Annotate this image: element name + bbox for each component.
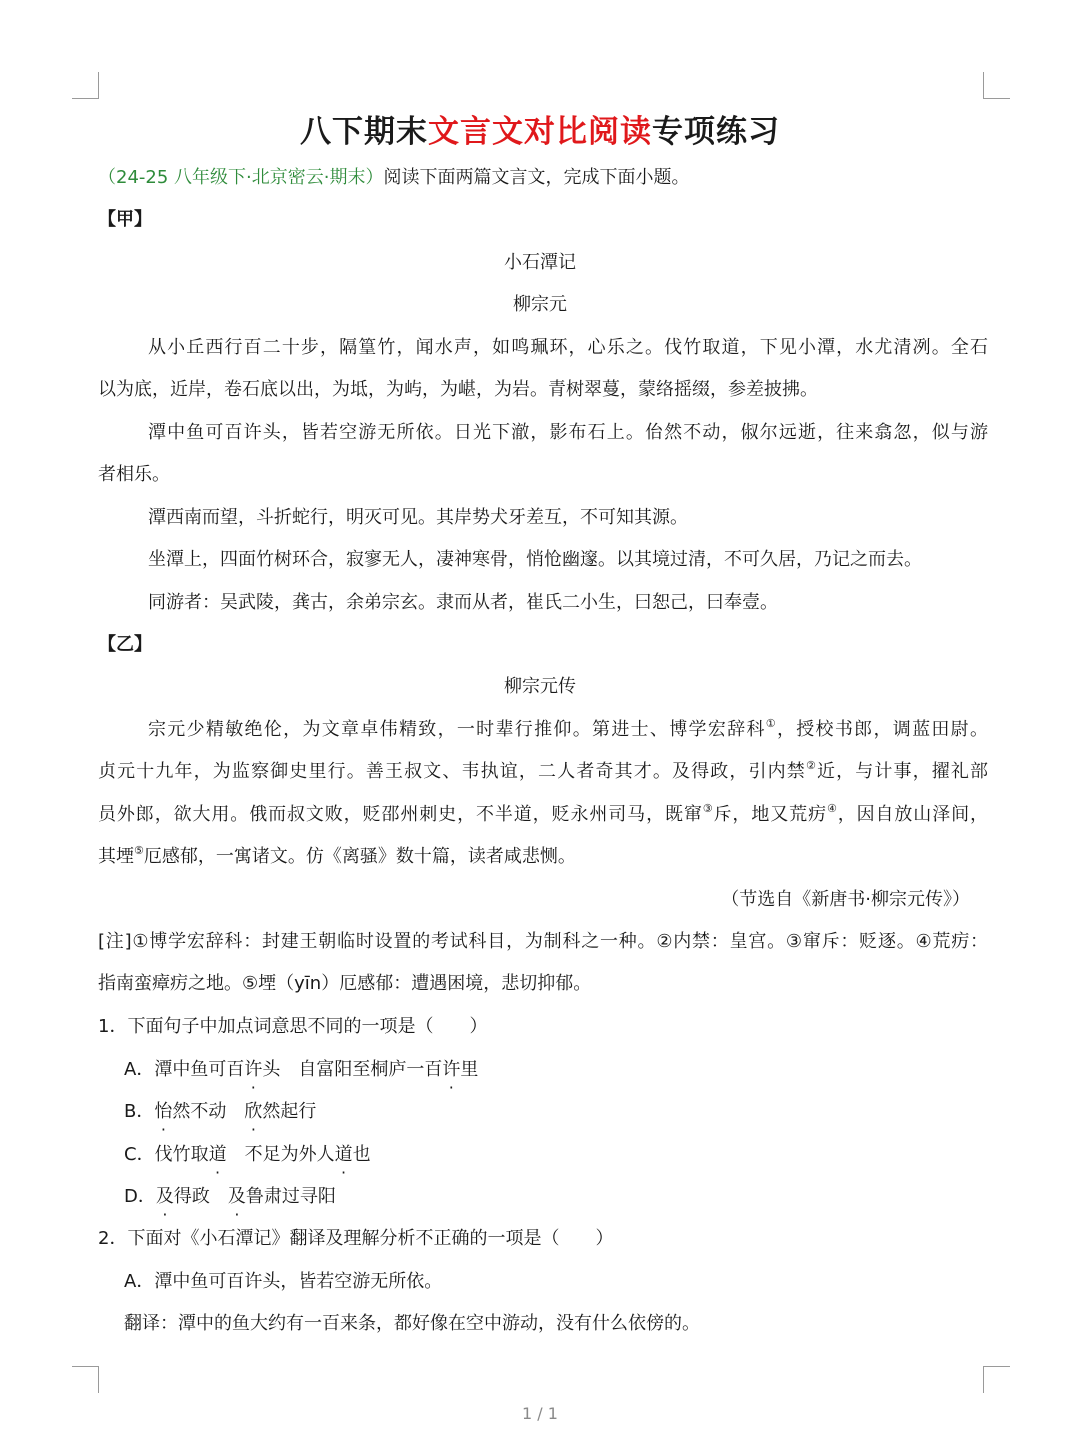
- yi-source-citation: （节选自《新唐书·柳宗元传》）: [721, 889, 970, 910]
- dotted-word: 及: [155, 1186, 174, 1207]
- notes-line-2: 指南蛮瘴疠之地。⑤堙（yīn）厄感郁：遭遇困境，悲切抑郁。: [98, 973, 592, 994]
- question-1-option-c: [124, 1143, 988, 1167]
- option-text: 然不动: [172, 1101, 245, 1122]
- page-title: [0, 106, 1080, 151]
- option-text: 鲁肃过寻阳: [245, 1186, 336, 1207]
- exam-source: （24-25 八年级下·北京密云·期末）: [98, 167, 384, 188]
- page-corner-bottom-left: [72, 1366, 99, 1393]
- passage-title-yi: 柳宗元传: [504, 676, 576, 697]
- yi-line-2: [98, 760, 988, 784]
- dotted-word: 许: [244, 1059, 263, 1080]
- question-1-stem: 1．下面句子中加点词意思不同的一项是（ ）: [98, 1016, 488, 1037]
- option-text: C．伐竹取: [124, 1144, 209, 1165]
- jia-paragraph-5: 同游者：吴武陵，龚古，余弟宗玄。隶而从者，崔氏二小生，曰恕己，曰奉壹。: [148, 592, 778, 613]
- page-corner-bottom-right: [983, 1366, 1010, 1393]
- option-text: D．: [124, 1186, 156, 1207]
- option-text: 然起行: [262, 1101, 317, 1122]
- jia-paragraph-3: 潭西南而望，斗折蛇行，明灭可见。其岸势犬牙差互，不可知其源。: [148, 507, 688, 528]
- question-2-option-a: A．潭中鱼可百许头，皆若空游无所依。: [124, 1271, 443, 1292]
- option-text: B．: [124, 1101, 155, 1122]
- dotted-word: 怡: [154, 1101, 173, 1122]
- option-text: 也: [352, 1144, 371, 1165]
- page-corner-top-right: [983, 72, 1010, 99]
- jia-paragraph-4: 坐潭上，四面竹树环合，寂寥无人，凄神寒骨，悄怆幽邃。以其境过清，不可久居，乃记之而去。: [148, 549, 922, 570]
- jia-paragraph-2-line-1: 潭中鱼可百许头，皆若空游无所依。日光下澈，影布石上。佁然不动，俶尔远逝，往来翕忽，似与游: [148, 422, 988, 443]
- yi-text: 其堙: [98, 846, 134, 867]
- yi-text: 斥，地又荒疠: [713, 804, 827, 825]
- footnote-marker-1: ①: [765, 717, 777, 730]
- section-label-jia: 【甲】: [98, 209, 152, 230]
- option-text: A．潭中鱼可百: [124, 1059, 245, 1080]
- yi-line-1: [148, 718, 988, 742]
- yi-text: 宗元少精敏绝伦，为文章卓伟精致，一时辈行推仰。第进士、博学宏辞科: [148, 719, 766, 740]
- page-indicator: 1 / 1: [522, 1404, 558, 1423]
- question-1-option-a: [124, 1058, 988, 1082]
- title-highlight: 文言文对比阅读: [428, 114, 652, 150]
- question-2-option-a-translation: 翻译：潭中的鱼大约有一百来条，都好像在空中游动，没有什么依傍的。: [124, 1313, 700, 1334]
- passage-author-jia: 柳宗元: [513, 294, 567, 315]
- yi-text: 贞元十九年，为监察御史里行。善王叔文、韦执谊，二人者奇其才。及得政，引内禁: [98, 761, 806, 782]
- title-part-3: 专项练习: [652, 114, 780, 150]
- jia-paragraph-2-line-2: 者相乐。: [98, 464, 170, 485]
- intro-instruction: 阅读下面两篇文言文，完成下面小题。: [383, 167, 690, 188]
- yi-text: 员外郎，欲大用。俄而叔文败，贬邵州刺史，不半道，贬永州司马，既窜: [98, 804, 703, 825]
- footnote-marker-4: ④: [826, 802, 838, 815]
- question-1-option-d: [124, 1185, 988, 1209]
- footnote-marker-5: ⑤: [134, 844, 144, 857]
- option-text: 里: [460, 1059, 479, 1080]
- yi-line-4: [98, 845, 988, 869]
- footnote-marker-3: ③: [702, 802, 714, 815]
- yi-text: ，授校书郎，调蓝田尉。: [776, 719, 988, 740]
- dotted-word: 许: [442, 1059, 461, 1080]
- option-text: 头 自富阳至桐庐一百: [262, 1059, 443, 1080]
- dotted-word: 道: [334, 1144, 353, 1165]
- notes-line-1: [注]①博学宏辞科：封建王朝临时设置的考试科目，为制科之一种。②内禁：皇宫。③窜斥：贬逐。④荒疠：: [98, 931, 988, 952]
- option-text: 得政: [173, 1186, 228, 1207]
- question-1-option-b: [124, 1100, 988, 1124]
- option-text: 不足为外人: [226, 1144, 335, 1165]
- yi-line-3: [98, 803, 988, 827]
- dotted-word: 欣: [244, 1101, 263, 1122]
- jia-paragraph-1-line-2: 以为底，近岸，卷石底以出，为坻，为屿，为嵁，为岩。青树翠蔓，蒙络摇缀，参差披拂。: [98, 379, 818, 400]
- jia-paragraph-1-line-1: 从小丘西行百二十步，隔篁竹，闻水声，如鸣珮环，心乐之。伐竹取道，下见小潭，水尤清冽。全石: [148, 337, 988, 358]
- question-2-stem: 2．下面对《小石潭记》翻译及理解分析不正确的一项是（ ）: [98, 1228, 614, 1249]
- intro-line: [98, 166, 988, 190]
- yi-text: 近，与计事，擢礼部: [816, 761, 989, 782]
- dotted-word: 道: [208, 1144, 227, 1165]
- dotted-word: 及: [227, 1186, 246, 1207]
- passage-title-jia: 小石潭记: [504, 252, 576, 273]
- section-label-yi: 【乙】: [98, 634, 152, 655]
- footnote-marker-2: ②: [805, 759, 817, 772]
- page-corner-top-left: [72, 72, 99, 99]
- title-part-1: 八下期末: [300, 114, 428, 150]
- yi-text: 厄感郁，一寓诸文。仿《离骚》数十篇，读者咸悲恻。: [143, 846, 576, 867]
- yi-text: ，因自放山泽间，: [837, 804, 988, 825]
